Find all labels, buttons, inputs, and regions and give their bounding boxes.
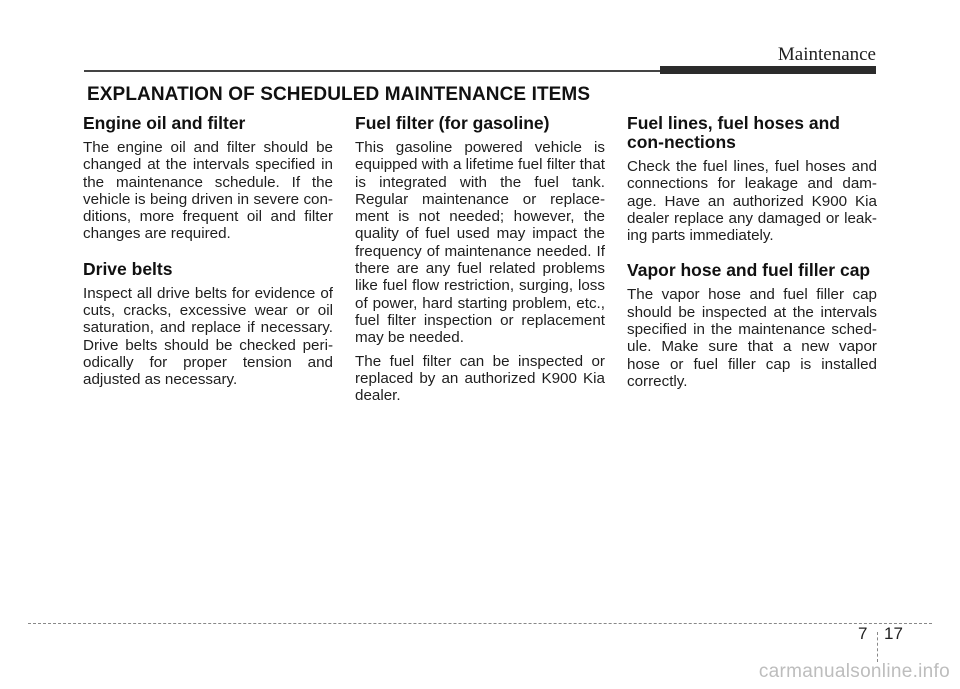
section-heading: Fuel lines, fuel hoses and con-nections — [627, 113, 840, 152]
section-vapor-hose — [627, 261, 877, 390]
section-fuel-filter — [355, 114, 605, 404]
section-paragraph: The fuel filter can be inspected or replaced by an authorized K900 Kia dealer. — [355, 352, 605, 405]
section-heading: Engine oil and filter — [83, 113, 246, 133]
header-rule-thin — [84, 70, 660, 72]
section-heading: Fuel filter (for gasoline) — [355, 113, 550, 133]
section-engine-oil — [83, 114, 333, 243]
section-drive-belts — [83, 260, 333, 389]
footer-dashed-divider — [877, 632, 878, 662]
section-fuel-lines — [627, 114, 877, 244]
column-1 — [83, 110, 333, 389]
section-paragraph: The engine oil and filter should be changed at the intervals specified in the maintenance schedule. If the vehicle is being driven in severe con-ditions, more frequent oil and filter changes are required. — [83, 139, 333, 243]
section-paragraph: Inspect all drive belts for evidence of cuts, cracks, excessive wear or oil saturation, and replace if necessary. Drive belts should be checked peri-odically for proper tension and adjusted as necessary. — [83, 284, 333, 389]
footer-dashed-rule — [28, 623, 932, 624]
column-2 — [355, 110, 605, 404]
header-section-title: Maintenance — [777, 44, 876, 65]
section-paragraph: The vapor hose and fuel filler cap should be inspected at the intervals specified in the maintenance sched-ule. Make sure that a new vapor hose or fuel filler cap is installed correctly. — [627, 286, 877, 390]
section-paragraph: Check the fuel lines, fuel hoses and connections for leakage and dam-age. Have an authorized K900 Kia dealer replace any damaged or leak-ing parts immediately. — [627, 158, 877, 245]
watermark: carmanualsonline.info — [758, 661, 950, 682]
page-title: EXPLANATION OF SCHEDULED MAINTENANCE ITEMS — [87, 84, 591, 105]
chapter-number: 7 — [858, 624, 868, 643]
section-heading: Vapor hose and fuel filler cap — [627, 260, 871, 281]
header-rule-thick — [660, 66, 876, 74]
page-number: 17 — [884, 624, 903, 643]
column-3 — [627, 110, 877, 390]
section-heading: Drive belts — [83, 258, 173, 279]
section-paragraph: This gasoline powered vehicle is equipped with a lifetime fuel filter that is integrated with the fuel tank. Regular maintenance or replace-ment is not needed; however, the quality of fuel used may impact the frequency of maintenance needed. If there are any fuel related problems like fuel flow restriction, surging, loss of power, hard starting problem, etc., fuel filter inspection or replacement may be needed. — [355, 139, 605, 347]
